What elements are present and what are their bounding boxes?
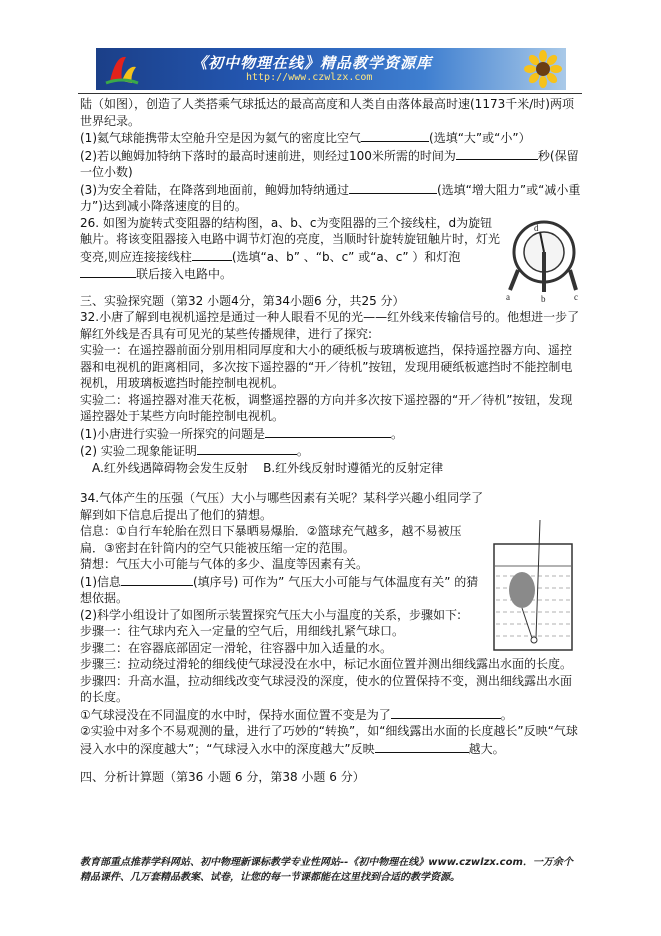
question-26: 26. 如图为旋转式变阻器的结构图，a、b、c为变阻器的三个接线柱，d为旋钮触片。将该变阻器接入电路中调节灯泡的亮度，当顺时针旋转旋钮触片时，灯光变亮,则应连接接线柱 (选填“a、b” 、“b、c” 或“a、c” ）和灯泡联后接入电路中。 (80, 215, 501, 281)
step-4: 步骤四：升高水温，拉动细线改变气球浸没的深度，使水的位置保持不变，测出细线露出水面的长度。 (80, 673, 573, 704)
label-c: c (574, 292, 578, 302)
question-32-1: (1)小唐进行实验一所探究的问题是 。 (80, 426, 404, 441)
answer-blank[interactable] (197, 442, 297, 455)
section-3-heading: 三、实验探究题（第32 小题4分，第34小题6 分，共25 分） (80, 293, 405, 308)
question-1: (1)氦气球能携带太空舱升空是因为氦气的密度比空气 (选填“大”或“小”） (80, 131, 531, 145)
question-32-2: (2) 实验二现象能证明 。 (80, 444, 309, 458)
choice-row (80, 460, 582, 477)
header-banner (96, 48, 566, 90)
answer-blank[interactable] (121, 573, 193, 586)
step-3: 步骤三：拉动绕过滑轮的细线使气球浸没在水中，标记水面位置并测出细线露出水面的长度。 (80, 657, 573, 671)
choice-a: A.红外线遇障碍物会发生反射 (92, 460, 248, 475)
question-32-intro: 32.小唐了解到电视机遥控是通过一种人眼看不见的光——红外线来传输信号的。他想进一步了解红外线是否具有可见光的某些传播规律，进行了探究: (80, 310, 580, 341)
answer-blank[interactable] (361, 129, 429, 142)
question-34-guess: 猜想：气压大小可能与气体的多少、温度等因素有关。 (80, 557, 369, 571)
answer-blank[interactable] (80, 265, 136, 278)
sunflower-icon (524, 50, 562, 88)
document-body (80, 96, 582, 786)
choice-b: B.红外线反射时遵循光的反射定律 (263, 460, 444, 475)
question-34-intro: 34.气体产生的压强（气压）大小与哪些因素有关呢？某科学兴趣小组同学了解到如下信息后提出了他们的猜想。 (80, 491, 484, 522)
question-34-c2: ②实验中对多个不易观测的量，进行了巧妙的“转换”，如“细线露出水面的长度越长”反映“气球浸入水中的深度越大”；“气球浸入水中的深度越大”反映 越大。 (80, 724, 578, 756)
question-34-info: 信息：①自行车轮胎在烈日下暴晒易爆胎．②篮球充气越多，越不易被压扁．③密封在针筒内的空气只能被压缩一定的范围。 (80, 524, 462, 555)
question-34-c1: ①气球浸没在不同温度的水中时，保持水面位置不变是为了 。 (80, 707, 513, 722)
question-2: (2)若以鲍姆加特纳下落时的最高时速前进，则经过100米所需的时间为 秒(保留一位小数) (80, 148, 579, 179)
site-logo (102, 51, 142, 87)
section-4-heading: 四、分析计算题（第36 小题 6 分，第38 小题 6 分） (80, 770, 365, 784)
label-a: a (506, 292, 510, 302)
banner-title: 《初中物理在线》精品教学资源库 (192, 54, 433, 72)
banner-url[interactable]: http://www.czwlzx.com (246, 72, 373, 83)
step-1: 步骤一：往气球内充入一定量的空气后，用细线扎紧气球口。 (80, 624, 405, 638)
intro-paragraph: 陆（如图），创造了人类搭乘气球抵达的最高高度和人类自由落体最高时速(1173千米/时)两项世界纪录。 (80, 97, 574, 128)
rotary-rheostat-figure (504, 218, 584, 302)
question-34-2: (2)科学小组设计了如图所示装置探究气压大小与温度的关系，步骤如下: (80, 607, 462, 622)
answer-blank[interactable] (391, 706, 501, 719)
answer-blank[interactable] (265, 425, 391, 438)
answer-blank[interactable] (349, 181, 437, 194)
question-34-1: (1)信息 (填序号) 可作为” 气压大小可能与气体温度有关” 的猜想依据。 (80, 574, 479, 605)
experiment-2: 实验二：将遥控器对准天花板，调整遥控器的方向并多次按下遥控器的“开／待机”按钮，发现遥控器处于某些方向时能控制电视机。 (80, 392, 573, 423)
experiment-1: 实验一：在遥控器前面分别用相同厚度和大小的硬纸板与玻璃板遮挡，保持遥控器方向、遥控器和电视机的距离相同，多次按下遥控器的“开／待机”按钮，发现用硬纸板遮挡时不能控制电视机，用玻璃板遮挡时能控制电视机。 (80, 343, 573, 390)
balloon-apparatus-figure (488, 514, 578, 654)
question-3: (3)为安全着陆，在降落到地面前，鲍姆加特纳通过 (选填“增大阻力”或“减小重力”)达到减小降落速度的目的。 (80, 182, 581, 213)
label-d: d (534, 223, 539, 233)
page-footer: 教育部重点推荐学科网站、初中物理新课标教学专业性网站--《初中物理在线》www.czwlzx.com．一万余个精品课件、几万套精品教案、试卷，让您的每一节课都能在这里找到合适的教学资源。 (80, 857, 573, 883)
answer-blank[interactable] (375, 740, 469, 753)
label-b: b (541, 294, 546, 302)
answer-blank[interactable] (456, 147, 538, 160)
answer-blank[interactable] (192, 248, 232, 261)
header-rule (78, 93, 582, 94)
step-2: 步骤二：在容器底部固定一滑轮，往容器中加入适量的水。 (80, 640, 393, 655)
